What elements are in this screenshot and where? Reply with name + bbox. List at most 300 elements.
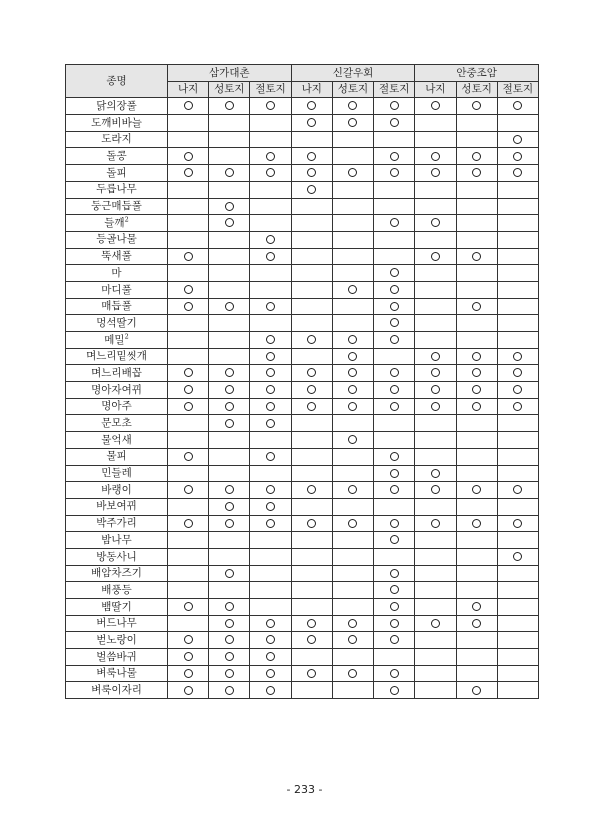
presence-circle-icon — [184, 302, 193, 311]
presence-circle-icon — [431, 385, 440, 394]
presence-cell — [415, 198, 456, 215]
presence-cell — [291, 315, 332, 332]
presence-cell — [456, 298, 497, 315]
table-row — [66, 98, 539, 115]
presence-cell — [332, 281, 373, 298]
presence-circle-icon — [266, 152, 275, 161]
species-name-cell — [66, 465, 168, 482]
presence-cell — [291, 398, 332, 415]
presence-cell — [291, 98, 332, 115]
presence-circle-icon — [225, 402, 234, 411]
presence-cell — [456, 281, 497, 298]
presence-cell — [332, 515, 373, 532]
table-row — [66, 365, 539, 382]
presence-cell — [415, 332, 456, 349]
presence-circle-icon — [307, 669, 316, 678]
presence-cell — [291, 498, 332, 515]
presence-cell — [291, 632, 332, 649]
presence-circle-icon — [472, 519, 481, 528]
footnote-marker: 2 — [124, 215, 129, 224]
presence-circle-icon — [266, 352, 275, 361]
presence-cell — [332, 415, 373, 432]
species-name-cell — [66, 599, 168, 616]
presence-cell — [250, 615, 291, 632]
presence-cell — [291, 281, 332, 298]
presence-cell — [168, 615, 209, 632]
presence-cell — [168, 632, 209, 649]
presence-circle-icon — [184, 602, 193, 611]
presence-circle-icon — [348, 168, 357, 177]
presence-circle-icon — [307, 368, 316, 377]
presence-cell — [374, 215, 415, 232]
presence-cell — [374, 248, 415, 265]
presence-cell — [374, 298, 415, 315]
presence-cell — [374, 415, 415, 432]
table-row — [66, 415, 539, 432]
table-row — [66, 148, 539, 165]
presence-cell — [374, 649, 415, 666]
presence-circle-icon — [307, 635, 316, 644]
presence-cell — [415, 148, 456, 165]
presence-cell — [332, 465, 373, 482]
species-name-cell — [66, 265, 168, 282]
presence-cell — [497, 515, 538, 532]
presence-cell — [291, 649, 332, 666]
presence-cell — [250, 465, 291, 482]
presence-circle-icon — [225, 385, 234, 394]
presence-circle-icon — [390, 569, 399, 578]
presence-circle-icon — [431, 469, 440, 478]
presence-cell — [291, 131, 332, 148]
presence-cell — [497, 98, 538, 115]
presence-circle-icon — [513, 368, 522, 377]
presence-cell — [497, 365, 538, 382]
table-row — [66, 448, 539, 465]
species-name: 밤나무 — [101, 533, 132, 546]
presence-cell — [456, 115, 497, 132]
presence-cell — [374, 231, 415, 248]
presence-cell — [415, 315, 456, 332]
presence-cell — [250, 515, 291, 532]
presence-cell — [332, 165, 373, 182]
presence-circle-icon — [266, 335, 275, 344]
presence-circle-icon — [266, 669, 275, 678]
presence-cell — [415, 649, 456, 666]
habitat-header: 나지 — [291, 81, 332, 98]
presence-circle-icon — [266, 385, 275, 394]
presence-cell — [497, 532, 538, 549]
presence-cell — [374, 181, 415, 198]
species-name-cell — [66, 649, 168, 666]
presence-cell — [374, 365, 415, 382]
table-row — [66, 482, 539, 499]
table-row — [66, 181, 539, 198]
presence-cell — [291, 332, 332, 349]
presence-circle-icon — [266, 635, 275, 644]
presence-cell — [415, 281, 456, 298]
presence-cell — [415, 548, 456, 565]
presence-cell — [374, 665, 415, 682]
presence-cell — [332, 599, 373, 616]
species-name: 들깨 — [104, 216, 125, 229]
species-name-cell — [66, 382, 168, 399]
presence-circle-icon — [472, 302, 481, 311]
presence-cell — [456, 599, 497, 616]
presence-cell — [209, 265, 250, 282]
presence-circle-icon — [431, 168, 440, 177]
presence-circle-icon — [348, 485, 357, 494]
presence-circle-icon — [184, 285, 193, 294]
presence-cell — [456, 665, 497, 682]
presence-cell — [291, 165, 332, 182]
presence-cell — [415, 515, 456, 532]
presence-cell — [374, 165, 415, 182]
presence-circle-icon — [513, 135, 522, 144]
presence-cell — [168, 265, 209, 282]
presence-cell — [291, 465, 332, 482]
presence-circle-icon — [307, 152, 316, 161]
table-row — [66, 198, 539, 215]
presence-cell — [168, 465, 209, 482]
species-name: 바보여뀌 — [96, 500, 137, 513]
presence-circle-icon — [472, 385, 481, 394]
table-row — [66, 615, 539, 632]
presence-cell — [168, 181, 209, 198]
presence-circle-icon — [390, 519, 399, 528]
table-row — [66, 649, 539, 666]
presence-circle-icon — [184, 101, 193, 110]
presence-cell — [374, 582, 415, 599]
presence-circle-icon — [266, 485, 275, 494]
presence-circle-icon — [266, 235, 275, 244]
presence-cell — [168, 231, 209, 248]
presence-circle-icon — [348, 435, 357, 444]
presence-circle-icon — [184, 452, 193, 461]
presence-cell — [415, 215, 456, 232]
presence-cell — [497, 115, 538, 132]
presence-cell — [374, 482, 415, 499]
presence-cell — [332, 98, 373, 115]
presence-cell — [497, 165, 538, 182]
presence-circle-icon — [390, 302, 399, 311]
presence-cell — [291, 181, 332, 198]
presence-cell — [497, 632, 538, 649]
table-row — [66, 582, 539, 599]
presence-cell — [332, 231, 373, 248]
presence-cell — [374, 115, 415, 132]
species-name: 두릅나무 — [96, 183, 137, 196]
presence-cell — [415, 599, 456, 616]
presence-circle-icon — [307, 519, 316, 528]
presence-cell — [250, 532, 291, 549]
presence-cell — [456, 348, 497, 365]
presence-cell — [497, 215, 538, 232]
species-column-header: 종명 — [66, 65, 168, 98]
presence-circle-icon — [472, 368, 481, 377]
presence-circle-icon — [348, 285, 357, 294]
presence-circle-icon — [266, 402, 275, 411]
presence-cell — [209, 398, 250, 415]
species-name-cell — [66, 98, 168, 115]
presence-cell — [332, 665, 373, 682]
presence-circle-icon — [472, 402, 481, 411]
presence-cell — [250, 231, 291, 248]
presence-cell — [456, 432, 497, 449]
presence-circle-icon — [513, 168, 522, 177]
presence-cell — [497, 565, 538, 582]
species-name-cell — [66, 448, 168, 465]
species-name: 닭의장풀 — [96, 99, 137, 112]
presence-cell — [209, 532, 250, 549]
table-row — [66, 682, 539, 699]
species-name: 등골나물 — [96, 233, 137, 246]
presence-cell — [497, 582, 538, 599]
presence-cell — [497, 281, 538, 298]
presence-cell — [291, 448, 332, 465]
presence-cell — [415, 532, 456, 549]
table-row — [66, 498, 539, 515]
presence-cell — [250, 198, 291, 215]
presence-cell — [291, 415, 332, 432]
presence-cell — [291, 198, 332, 215]
presence-circle-icon — [184, 686, 193, 695]
presence-cell — [415, 565, 456, 582]
presence-circle-icon — [390, 485, 399, 494]
presence-cell — [374, 615, 415, 632]
presence-cell — [456, 248, 497, 265]
presence-cell — [497, 198, 538, 215]
presence-cell — [332, 181, 373, 198]
table-row — [66, 548, 539, 565]
table-row — [66, 332, 539, 349]
species-name-cell — [66, 432, 168, 449]
presence-cell — [332, 365, 373, 382]
presence-circle-icon — [390, 152, 399, 161]
species-name: 물억새 — [101, 433, 132, 446]
species-name-cell — [66, 231, 168, 248]
presence-circle-icon — [431, 252, 440, 261]
presence-circle-icon — [184, 152, 193, 161]
species-name-cell — [66, 281, 168, 298]
presence-cell — [291, 231, 332, 248]
presence-circle-icon — [472, 252, 481, 261]
presence-cell — [456, 131, 497, 148]
presence-cell — [497, 649, 538, 666]
presence-cell — [415, 231, 456, 248]
presence-circle-icon — [513, 352, 522, 361]
presence-cell — [415, 265, 456, 282]
presence-cell — [209, 649, 250, 666]
species-name: 명아주 — [101, 400, 132, 413]
presence-circle-icon — [225, 569, 234, 578]
presence-cell — [415, 348, 456, 365]
habitat-header: 절토지 — [497, 81, 538, 98]
site-header-2: 신갈우회 — [291, 65, 415, 82]
presence-cell — [291, 148, 332, 165]
presence-circle-icon — [390, 686, 399, 695]
presence-cell — [209, 515, 250, 532]
species-name-cell — [66, 665, 168, 682]
presence-cell — [209, 682, 250, 699]
table-row — [66, 632, 539, 649]
presence-cell — [209, 565, 250, 582]
presence-cell — [415, 98, 456, 115]
species-name: 마 — [111, 266, 122, 279]
presence-circle-icon — [225, 168, 234, 177]
presence-cell — [291, 215, 332, 232]
site-header-1: 삼가대촌 — [168, 65, 292, 82]
species-name: 며느리밑씻개 — [86, 350, 147, 363]
presence-circle-icon — [225, 485, 234, 494]
presence-cell — [374, 131, 415, 148]
presence-circle-icon — [472, 602, 481, 611]
presence-cell — [497, 231, 538, 248]
presence-circle-icon — [266, 252, 275, 261]
presence-cell — [250, 682, 291, 699]
presence-cell — [209, 198, 250, 215]
presence-cell — [332, 298, 373, 315]
presence-cell — [291, 665, 332, 682]
presence-circle-icon — [225, 635, 234, 644]
presence-cell — [332, 315, 373, 332]
presence-circle-icon — [472, 168, 481, 177]
species-name: 벋노랑이 — [96, 633, 137, 646]
presence-cell — [168, 682, 209, 699]
presence-cell — [456, 482, 497, 499]
presence-cell — [415, 248, 456, 265]
presence-cell — [456, 582, 497, 599]
presence-cell — [332, 215, 373, 232]
presence-cell — [250, 298, 291, 315]
presence-cell — [250, 348, 291, 365]
presence-cell — [374, 532, 415, 549]
presence-cell — [456, 682, 497, 699]
species-name: 멍석딸기 — [96, 316, 137, 329]
presence-cell — [415, 482, 456, 499]
presence-cell — [415, 115, 456, 132]
presence-circle-icon — [390, 469, 399, 478]
presence-cell — [374, 348, 415, 365]
presence-cell — [209, 548, 250, 565]
habitat-header: 성토지 — [332, 81, 373, 98]
presence-circle-icon — [266, 519, 275, 528]
presence-cell — [374, 382, 415, 399]
habitat-header: 성토지 — [456, 81, 497, 98]
presence-cell — [497, 298, 538, 315]
presence-cell — [374, 98, 415, 115]
species-name-cell — [66, 532, 168, 549]
presence-circle-icon — [390, 602, 399, 611]
presence-cell — [250, 98, 291, 115]
presence-cell — [456, 231, 497, 248]
presence-cell — [250, 649, 291, 666]
species-name: 배풍등 — [101, 583, 132, 596]
presence-cell — [209, 582, 250, 599]
presence-cell — [250, 432, 291, 449]
species-name-cell — [66, 215, 168, 232]
presence-circle-icon — [348, 385, 357, 394]
presence-circle-icon — [390, 218, 399, 227]
presence-cell — [456, 382, 497, 399]
presence-cell — [291, 615, 332, 632]
presence-circle-icon — [513, 552, 522, 561]
species-name-cell — [66, 365, 168, 382]
presence-cell — [497, 348, 538, 365]
presence-cell — [497, 265, 538, 282]
presence-cell — [456, 632, 497, 649]
presence-cell — [374, 565, 415, 582]
presence-cell — [168, 348, 209, 365]
presence-cell — [374, 398, 415, 415]
presence-cell — [250, 165, 291, 182]
species-name-cell — [66, 498, 168, 515]
table-row — [66, 515, 539, 532]
presence-circle-icon — [266, 101, 275, 110]
presence-cell — [291, 115, 332, 132]
presence-circle-icon — [307, 168, 316, 177]
presence-circle-icon — [307, 101, 316, 110]
presence-circle-icon — [225, 602, 234, 611]
presence-circle-icon — [225, 652, 234, 661]
presence-cell — [209, 482, 250, 499]
presence-cell — [456, 615, 497, 632]
table-row — [66, 565, 539, 582]
presence-cell — [250, 365, 291, 382]
presence-cell — [250, 248, 291, 265]
presence-cell — [415, 365, 456, 382]
table-row — [66, 665, 539, 682]
habitat-header: 나지 — [415, 81, 456, 98]
presence-circle-icon — [307, 385, 316, 394]
presence-cell — [456, 198, 497, 215]
presence-cell — [168, 432, 209, 449]
presence-circle-icon — [266, 686, 275, 695]
presence-circle-icon — [184, 385, 193, 394]
presence-circle-icon — [225, 669, 234, 678]
presence-cell — [250, 332, 291, 349]
species-name-cell — [66, 615, 168, 632]
habitat-header: 나지 — [168, 81, 209, 98]
presence-cell — [374, 599, 415, 616]
presence-circle-icon — [513, 402, 522, 411]
presence-circle-icon — [266, 419, 275, 428]
species-name-cell — [66, 515, 168, 532]
presence-cell — [456, 181, 497, 198]
species-name-cell — [66, 632, 168, 649]
presence-cell — [168, 398, 209, 415]
presence-cell — [250, 565, 291, 582]
presence-cell — [209, 131, 250, 148]
presence-circle-icon — [513, 519, 522, 528]
presence-cell — [497, 432, 538, 449]
presence-circle-icon — [184, 485, 193, 494]
presence-cell — [374, 265, 415, 282]
presence-cell — [209, 148, 250, 165]
presence-circle-icon — [348, 635, 357, 644]
table-row — [66, 231, 539, 248]
species-name-cell — [66, 548, 168, 565]
table-row — [66, 131, 539, 148]
presence-circle-icon — [184, 368, 193, 377]
presence-cell — [332, 432, 373, 449]
presence-cell — [456, 415, 497, 432]
presence-cell — [456, 515, 497, 532]
species-name-cell — [66, 348, 168, 365]
species-name: 뱀딸기 — [101, 600, 132, 613]
presence-cell — [250, 181, 291, 198]
presence-circle-icon — [390, 368, 399, 377]
species-name-cell — [66, 482, 168, 499]
